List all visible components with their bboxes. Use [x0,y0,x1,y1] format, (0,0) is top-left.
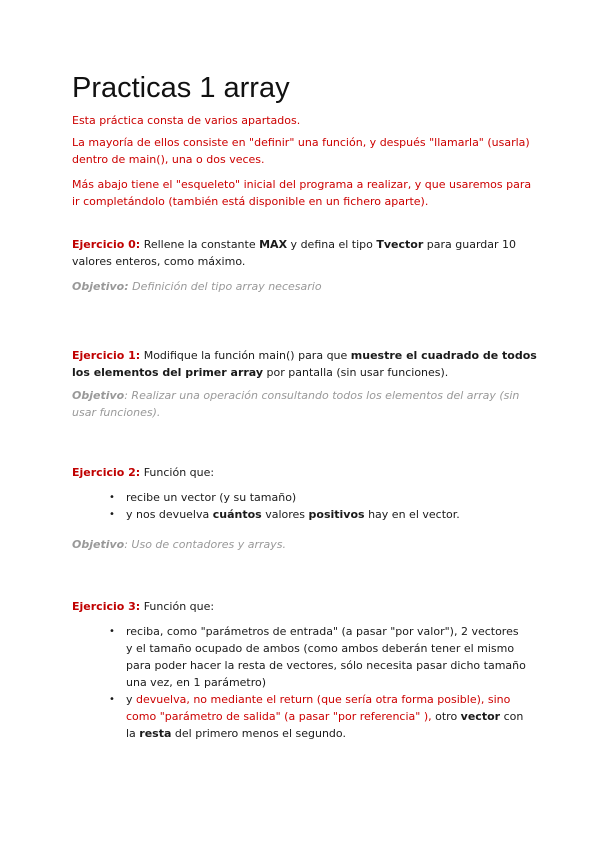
exercise-3-text-part: Función que: [140,600,215,613]
intro-paragraph-3: Más abajo tiene el "esqueleto" inicial del programa a realizar, y que usaremos para ir completándolo (también está disponible en un fichero aparte). [72,178,532,208]
list-item-bold: resta [139,727,172,740]
exercise-1-text [72,347,542,381]
intro-section [72,112,542,210]
objective-text: : Uso de contadores y arrays. [124,538,286,551]
exercise-1-bold: muestre el cuadrado de todos los elementos del primer array [72,349,537,379]
exercise-1-text-part: por pantalla (sin usar funciones). [263,366,449,379]
list-item [126,506,542,523]
exercise-0-text-part: Rellene la constante [140,238,260,251]
exercise-0-text-part: y defina el tipo [287,238,377,251]
tvector-type: Tvector [376,238,424,251]
exercise-2 [72,464,542,553]
list-item-text: otro [431,710,461,723]
list-item-text: hay en el vector. [364,508,460,521]
exercise-3 [72,598,542,742]
exercise-3-text [72,598,542,615]
list-item-text: con la [126,710,524,740]
exercise-0-label: Ejercicio 0: [72,238,141,251]
list-item-text: reciba, como "parámetros de entrada" (a pasar "por valor"), 2 vectores y el tamaño ocupado de ambos (como ambos deberán tener el mismo para poder hacer la resta de vectores, sólo necesita pasar dicho tamaño una vez, en 1 parámetro) [126,625,526,689]
intro-paragraph-2: La mayoría de ellos consiste en "definir" una función, y después "llamarla" (usarla) dentro de main(), una o dos veces. [72,136,530,166]
list-item-text: y nos devuelva [126,508,213,521]
exercise-2-objective [72,536,542,553]
list-item-text: del primero menos el segundo. [171,727,346,740]
exercise-0-objective [72,278,542,295]
exercise-2-text-part: Función que: [140,466,215,479]
exercise-2-label: Ejercicio 2: [72,466,141,479]
objective-label: Objetivo: [72,280,129,293]
list-item [126,489,542,506]
page-title: Practicas 1 array [72,72,290,104]
exercise-2-text [72,464,542,481]
exercise-3-label: Ejercicio 3: [72,600,141,613]
exercise-0-text-part: para guardar 10 valores enteros, como máximo. [72,238,517,268]
list-item [126,691,528,742]
objective-text: Definición del tipo array necesario [128,280,322,293]
list-item-bold: vector [460,710,501,723]
exercise-1-text-part: Modifique la función main() para que [140,349,351,362]
exercise-1 [72,347,542,421]
exercise-1-objective [72,387,542,421]
list-item-text: recibe un vector (y su tamaño) [126,491,297,504]
list-item [126,623,528,691]
list-item-bold: positivos [308,508,365,521]
max-constant: MAX [259,238,288,251]
list-item-text: valores [261,508,309,521]
list-item-bold: cuántos [212,508,262,521]
objective-label: Objetivo [72,538,125,551]
objective-text: : Realizar una operación consultando todos los elementos del array (sin usar funciones). [72,389,520,419]
exercise-0-text [72,236,542,270]
list-item-text: y [126,693,137,706]
document-page [72,70,542,742]
exercise-2-list [72,489,542,523]
exercise-3-list [72,623,542,742]
intro-paragraph-1: Esta práctica consta de varios apartados. [72,114,301,127]
objective-label: Objetivo [72,389,125,402]
exercise-0 [72,236,542,295]
list-item-red-text: devuelva, no mediante el return (que sería otra forma posible), sino como "parámetro de salida" (a pasar "por referencia" ), [126,693,511,723]
exercise-1-label: Ejercicio 1: [72,349,141,362]
